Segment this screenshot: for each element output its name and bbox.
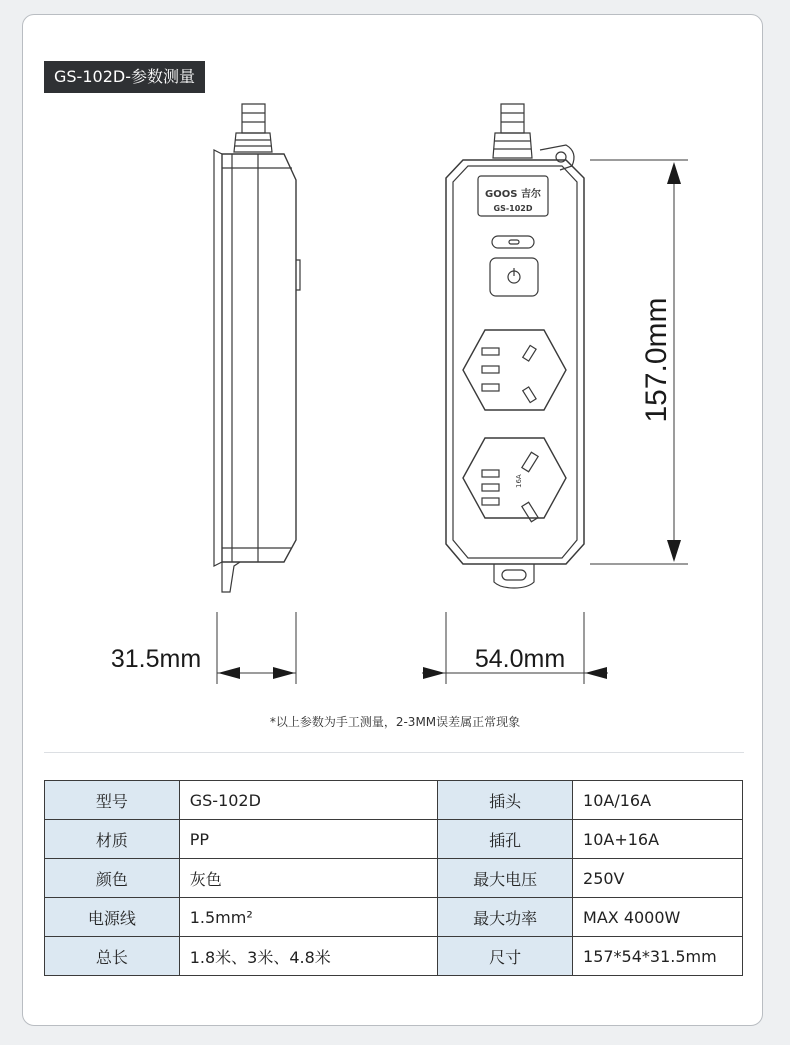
page-title: GS-102D-参数测量 xyxy=(44,61,205,93)
spec-value: 1.5mm² xyxy=(179,898,438,937)
spec-label: 最大电压 xyxy=(438,859,573,898)
width-dimension-label: 54.0mm xyxy=(474,645,566,673)
front-view xyxy=(446,104,584,588)
spec-value: 灰色 xyxy=(179,859,438,898)
table-row xyxy=(45,781,743,820)
table-row xyxy=(45,820,743,859)
spec-label: 插头 xyxy=(438,781,573,820)
spec-label: 总长 xyxy=(45,937,180,976)
product-model-mark: GS-102D xyxy=(493,204,533,213)
spec-value: 10A+16A xyxy=(573,820,743,859)
spec-value: MAX 4000W xyxy=(573,898,743,937)
table-row xyxy=(45,898,743,937)
spec-value: 250V xyxy=(573,859,743,898)
table-row xyxy=(45,859,743,898)
height-dimension xyxy=(590,160,688,564)
spec-value: PP xyxy=(179,820,438,859)
spec-value: 157*54*31.5mm xyxy=(573,937,743,976)
spec-label: 尺寸 xyxy=(438,937,573,976)
brand-logo: GOOS 吉尔 xyxy=(485,189,541,200)
depth-dimension xyxy=(217,612,296,684)
spec-label: 电源线 xyxy=(45,898,180,937)
spec-label: 材质 xyxy=(45,820,180,859)
height-dimension-label: 157.0mm xyxy=(640,297,673,423)
depth-dimension-label: 31.5mm xyxy=(110,645,202,673)
spec-table xyxy=(44,780,743,976)
spec-value: 1.8米、3米、4.8米 xyxy=(179,937,438,976)
spec-label: 最大功率 xyxy=(438,898,573,937)
spec-label: 插孔 xyxy=(438,820,573,859)
spec-value: GS-102D xyxy=(179,781,438,820)
measurement-note: *以上参数为手工测量，2-3MM误差属正常现象 xyxy=(269,715,521,729)
side-view xyxy=(214,104,300,592)
socket-rating-label: 16A xyxy=(515,474,523,488)
table-row xyxy=(45,937,743,976)
spec-value: 10A/16A xyxy=(573,781,743,820)
spec-label: 型号 xyxy=(45,781,180,820)
divider xyxy=(44,752,744,753)
spec-label: 颜色 xyxy=(45,859,180,898)
